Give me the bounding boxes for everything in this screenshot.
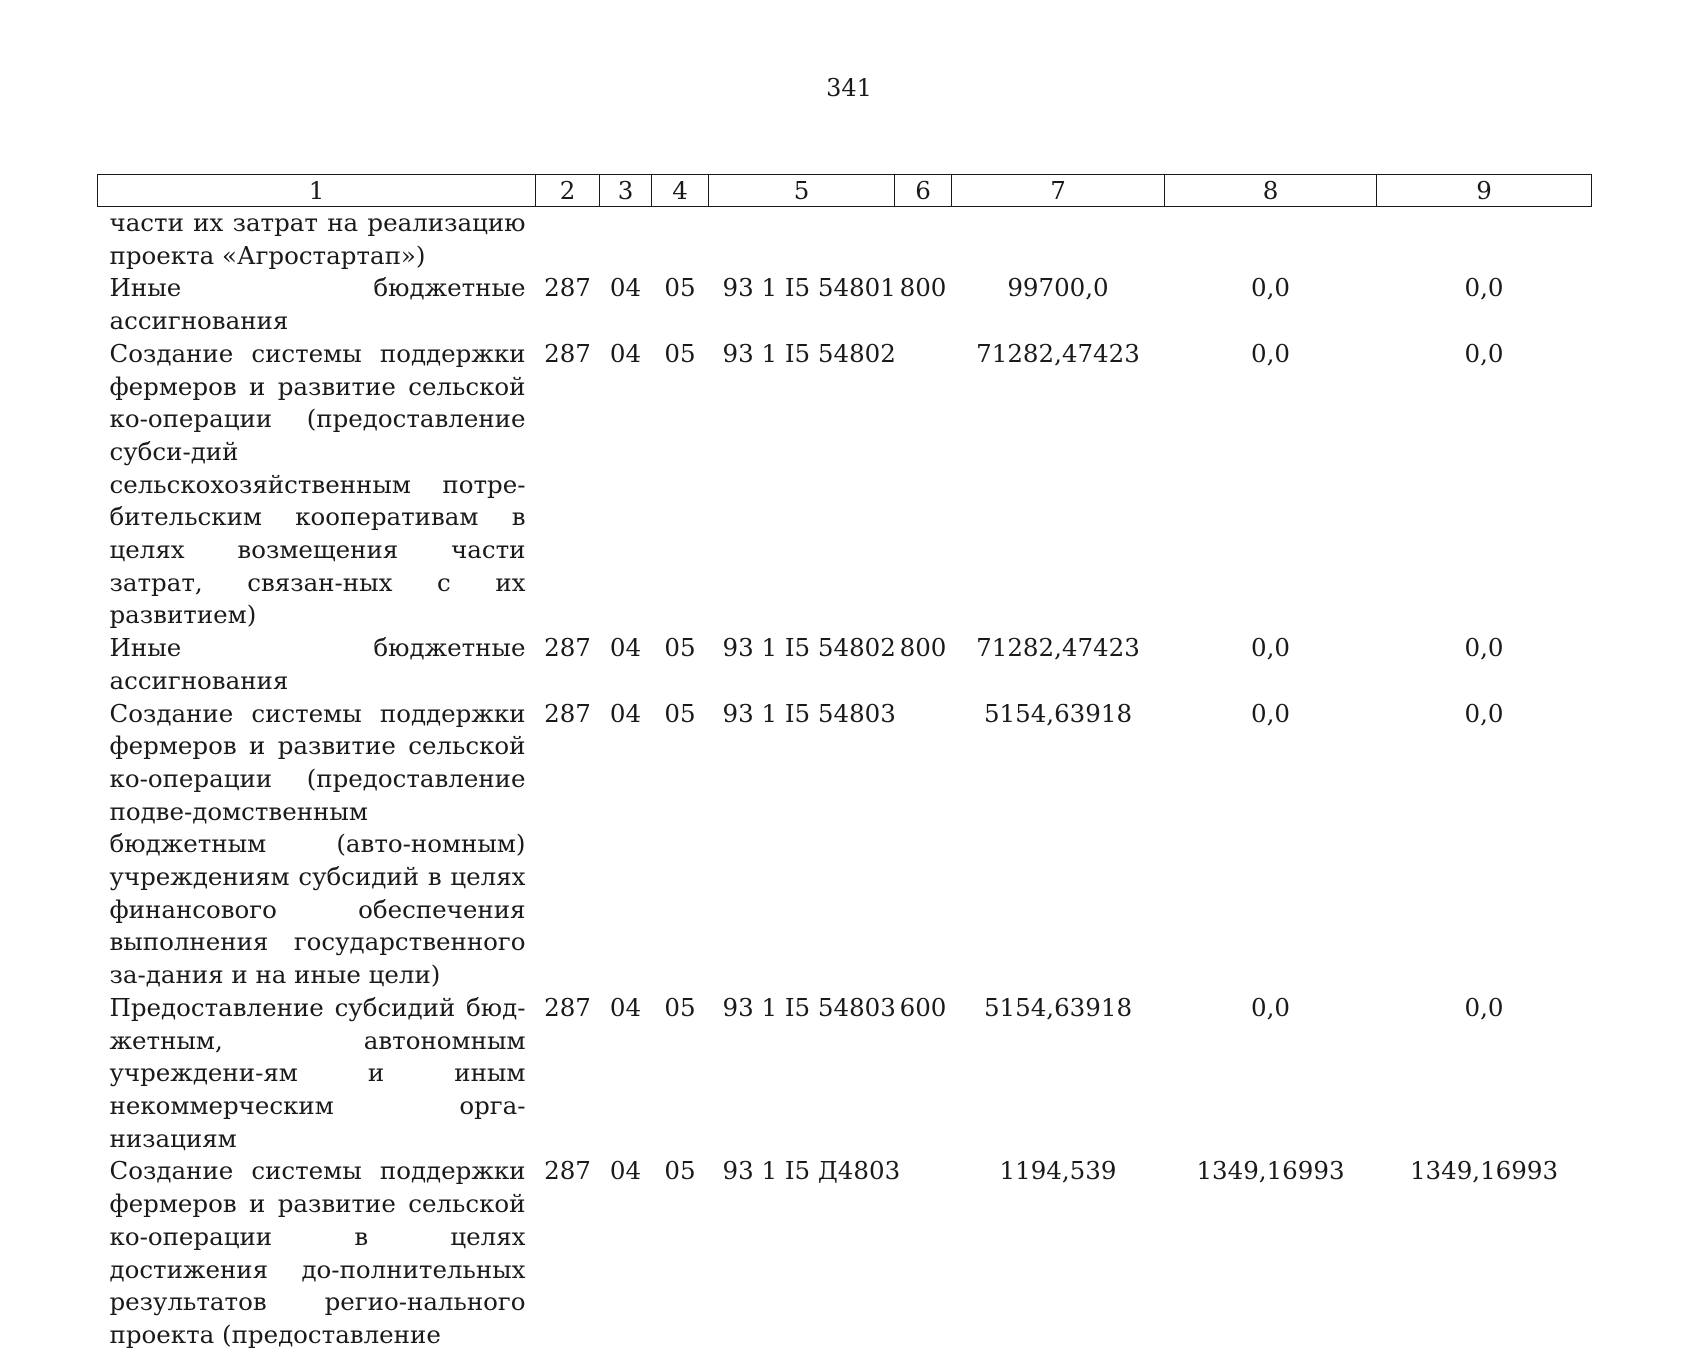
col3-cell: 04 [609,1156,642,1186]
col8-cell: 0,0 [1251,633,1290,663]
col4-cell: 05 [664,273,696,303]
col2-cell: 287 [544,338,591,368]
column-header-1: 1 [98,175,536,207]
col3-cell: 04 [609,338,642,368]
table-row [98,207,1592,273]
column-header-2: 2 [536,175,600,207]
col2-cell: 287 [544,633,591,663]
column-header-5: 5 [709,175,895,207]
column-header-4: 4 [652,175,709,207]
col6-cell: 800 [899,633,947,663]
col5-cell: 93 1 I5 54802 [722,338,896,368]
column-header-7: 7 [952,175,1165,207]
column-header-6: 6 [895,175,952,207]
col9-cell: 0,0 [1464,698,1504,728]
col5-cell: 93 1 I5 Д4803 [722,1156,901,1186]
col3-cell [600,207,652,273]
col3-cell: 04 [609,633,642,663]
row-description: Иные бюджетные ассигнования [109,273,526,336]
column-header-9: 9 [1377,175,1592,207]
col7-cell: 71282,47423 [976,338,1140,368]
col2-cell: 287 [544,1156,591,1186]
col5-cell: 93 1 I5 54802 [722,633,896,663]
col2-cell: 287 [544,273,591,303]
col6-cell: 600 [899,992,947,1022]
table-body [98,207,1592,1352]
table-row [98,272,1592,337]
table-row [98,338,1592,632]
row-description: Создание системы поддержки фермеров и развитие сельской ко-операции (предоставление подве-домственным бюджетным (авто-номным) учреждениям субсидий в целях финансового обеспечения выполнения государственного за-дания и на иные цели) [109,698,526,990]
col7-cell: 1194,539 [999,1156,1117,1186]
table-row [98,632,1592,697]
col4-cell: 05 [664,633,696,663]
page-number: 341 [826,74,872,102]
col9-cell: 1349,16993 [1409,1156,1559,1186]
col8-cell [1165,207,1377,273]
col8-cell: 0,0 [1251,338,1290,368]
column-header-3: 3 [600,175,652,207]
col6-cell [895,338,952,632]
col4-cell: 05 [664,338,696,368]
col4-cell: 05 [664,992,696,1022]
row-description: Создание системы поддержки фермеров и развитие сельской ко-операции (предоставление субси-дий сельскохозяйственным потре-бительским кооперативам в целях возмещения части затрат, связан-ных с их развитием) [109,338,526,630]
col6-cell [895,698,952,992]
row-description: части их затрат на реализацию проекта «Агростартап») [109,208,526,270]
budget-table [97,174,1592,1352]
col5-cell [709,207,895,273]
col6-cell [895,207,952,273]
col3-cell: 04 [609,992,642,1022]
col8-cell: 0,0 [1251,273,1290,303]
col7-cell [952,207,1165,273]
col8-cell: 0,0 [1251,698,1290,728]
row-description: Иные бюджетные ассигнования [109,633,526,695]
table-header [98,175,1592,207]
row-description: Создание системы поддержки фермеров и развитие сельской ко-операции в целях достижения до-полнительных результатов регио-нального проекта (предоставление [109,1156,526,1349]
col7-cell: 99700,0 [1007,273,1109,303]
table-row [98,1155,1592,1351]
column-header-8: 8 [1165,175,1377,207]
col2-cell: 287 [544,698,591,728]
col3-cell: 04 [609,698,642,728]
col9-cell: 0,0 [1464,633,1504,663]
col3-cell: 04 [609,273,642,303]
table-row [98,698,1592,992]
col7-cell: 5154,63918 [983,698,1133,728]
col9-cell: 0,0 [1464,273,1504,303]
col4-cell [652,207,709,273]
col2-cell: 287 [544,992,591,1022]
col9-cell [1377,207,1592,273]
col5-cell: 93 1 I5 54803 [722,698,896,728]
col9-cell: 0,0 [1464,992,1504,1022]
col5-cell: 93 1 I5 54801 [722,273,896,303]
col4-cell: 05 [664,1156,696,1186]
col7-cell: 5154,63918 [983,992,1133,1022]
col8-cell: 0,0 [1251,992,1290,1022]
col5-cell: 93 1 I5 54803 [722,992,896,1022]
col4-cell: 05 [664,698,696,728]
row-description: Предоставление субсидий бюд-жетным, автономным учреждени-ям и иным некоммерческим орга-низациям [109,992,526,1153]
col7-cell: 71282,47423 [976,633,1140,663]
col6-cell [895,1155,952,1351]
table-row [98,992,1592,1156]
col2-cell [536,207,600,273]
header-row [98,175,1592,207]
col9-cell: 0,0 [1464,338,1504,368]
col8-cell: 1349,16993 [1196,1156,1345,1186]
col6-cell: 800 [899,273,947,303]
